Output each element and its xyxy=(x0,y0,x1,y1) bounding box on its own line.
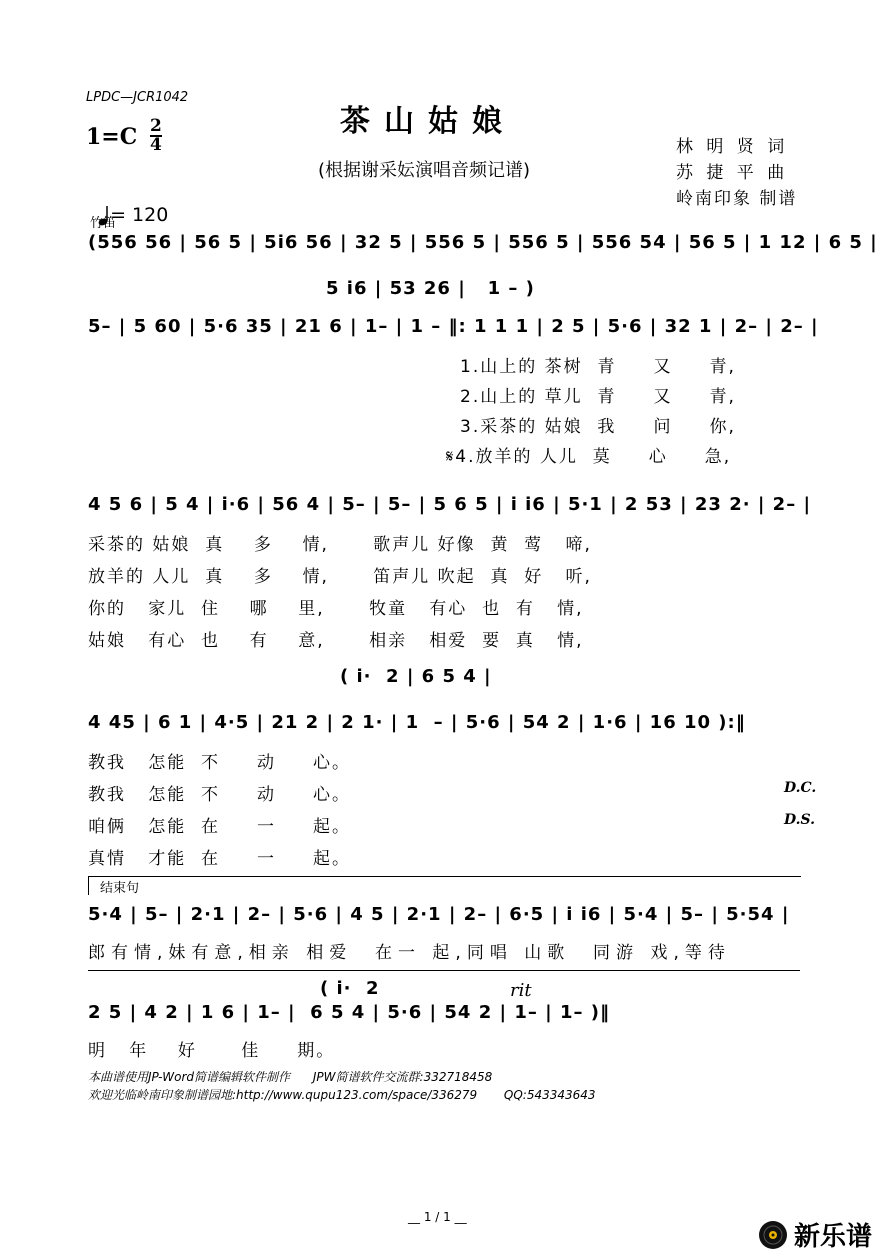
record-icon xyxy=(758,1220,788,1250)
composer: 苏 捷 平 曲 xyxy=(676,163,789,183)
ending-bracket xyxy=(88,876,801,895)
lyric-line: 放羊的 人儿 真 多 情, 笛声儿 吹起 真 好 听, xyxy=(88,567,592,587)
page-title: 茶山姑娘 xyxy=(340,104,516,139)
lyric-line: 1.山上的 茶树 青 又 青, xyxy=(460,357,736,377)
lyric-line: 你的 家儿 住 哪 里, 牧童 有心 也 有 情, xyxy=(88,599,584,619)
brand-logo xyxy=(758,1216,872,1253)
brand-name: 新乐谱 xyxy=(794,1222,873,1252)
instrument-label: 竹笛 xyxy=(90,216,117,231)
music-line-6: 2 5 | 4 2 | 1 6 | 1– | 6 5 4 | 5·6 | 54 2 | 1– | 1– )‖ xyxy=(88,1002,610,1023)
music-line-5: 5·4 | 5– | 2·1 | 2– | 5·6 | 4 5 | 2·1 | 2– | 6·5 | i i6 | 5·4 | 5– | 5·54 | xyxy=(88,904,790,925)
lyric-line: 郎有情,妹有意,相亲 相爱 在一 起,同唱 山歌 同游 戏,等待 xyxy=(88,943,731,963)
lyric-line: 真情 才能 在 一 起。 xyxy=(88,849,352,869)
music-ossia-4: ( i· 2 | 6 5 4 | xyxy=(340,666,492,687)
music-line-1: (556 56 | 56 5 | 5i6 56 | 32 5 | 556 5 | 556 5 | 556 54 | 56 5 | 1 12 | 6 5 | xyxy=(88,232,878,253)
lyric-line: 3.采茶的 姑娘 我 问 你, xyxy=(460,417,736,437)
footer-software: 本曲谱使用JP-Word简谱编辑软件制作 JPW简谱软件交流群:332718458 xyxy=(88,1070,493,1084)
lyric-line: 教我 怎能 不 动 心。 xyxy=(88,785,352,805)
time-signature xyxy=(150,118,162,154)
time-signature-top: 2 xyxy=(150,116,162,136)
ritardando-marking: rit xyxy=(510,980,532,1001)
lyric-line: 咱俩 怎能 在 一 起。 xyxy=(88,817,352,837)
key-signature: 1=C xyxy=(86,124,138,150)
music-ossia-1: 5 i6 | 53 26 | 1 – ) xyxy=(326,278,535,299)
footer-website: 欢迎光临岭南印象制谱园地:http://www.qupu123.com/space/336279 QQ:543343643 xyxy=(88,1088,596,1102)
lyric-line: 采茶的 姑娘 真 多 情, 歌声儿 好像 黄 莺 啼, xyxy=(88,535,592,555)
music-line-3: 4 5 6 | 5 4 | i·6 | 56 4 | 5– | 5– | 5 6 5 | i i6 | 5·1 | 2 53 | 23 2· | 2– | xyxy=(88,494,812,515)
tempo-value: = 120 xyxy=(110,204,169,226)
subtitle: (根据谢采妘演唱音频记谱) xyxy=(318,160,531,181)
score-code: LPDC—JCR1042 xyxy=(86,90,189,105)
music-line-4: 4 45 | 6 1 | 4·5 | 21 2 | 2 1· | 1 – | 5·6 | 54 2 | 1·6 | 16 10 ):‖ xyxy=(88,712,746,733)
arranger: 岭南印象 制谱 xyxy=(676,189,798,209)
dc-marking: D.C. xyxy=(784,780,817,796)
ds-marking: D.S. xyxy=(784,812,816,828)
time-signature-bottom: 4 xyxy=(150,135,162,155)
lyric-line: 姑娘 有心 也 有 意, 相亲 相爱 要 真 情, xyxy=(88,631,584,651)
ending-label: 结束句 xyxy=(100,881,140,896)
lyric-line: 2.山上的 草儿 青 又 青, xyxy=(460,387,736,407)
music-line-2: 5– | 5 60 | 5·6 35 | 21 6 | 1– | 1 – ‖: 1 1 1 | 2 5 | 5·6 | 32 1 | 2– | 2– | xyxy=(88,316,819,337)
page-number: __ 1 / 1 __ xyxy=(408,1210,467,1224)
ending-bracket-line xyxy=(88,970,800,971)
lyricist: 林 明 贤 词 xyxy=(676,137,789,157)
music-ossia-6: ( i· 2 xyxy=(320,978,380,999)
lyric-line: 教我 怎能 不 动 心。 xyxy=(88,753,352,773)
lyric-line: 𝄋4.放羊的 人儿 莫 心 急, xyxy=(446,447,732,467)
lyric-line: 明 年 好 佳 期。 xyxy=(88,1041,336,1061)
